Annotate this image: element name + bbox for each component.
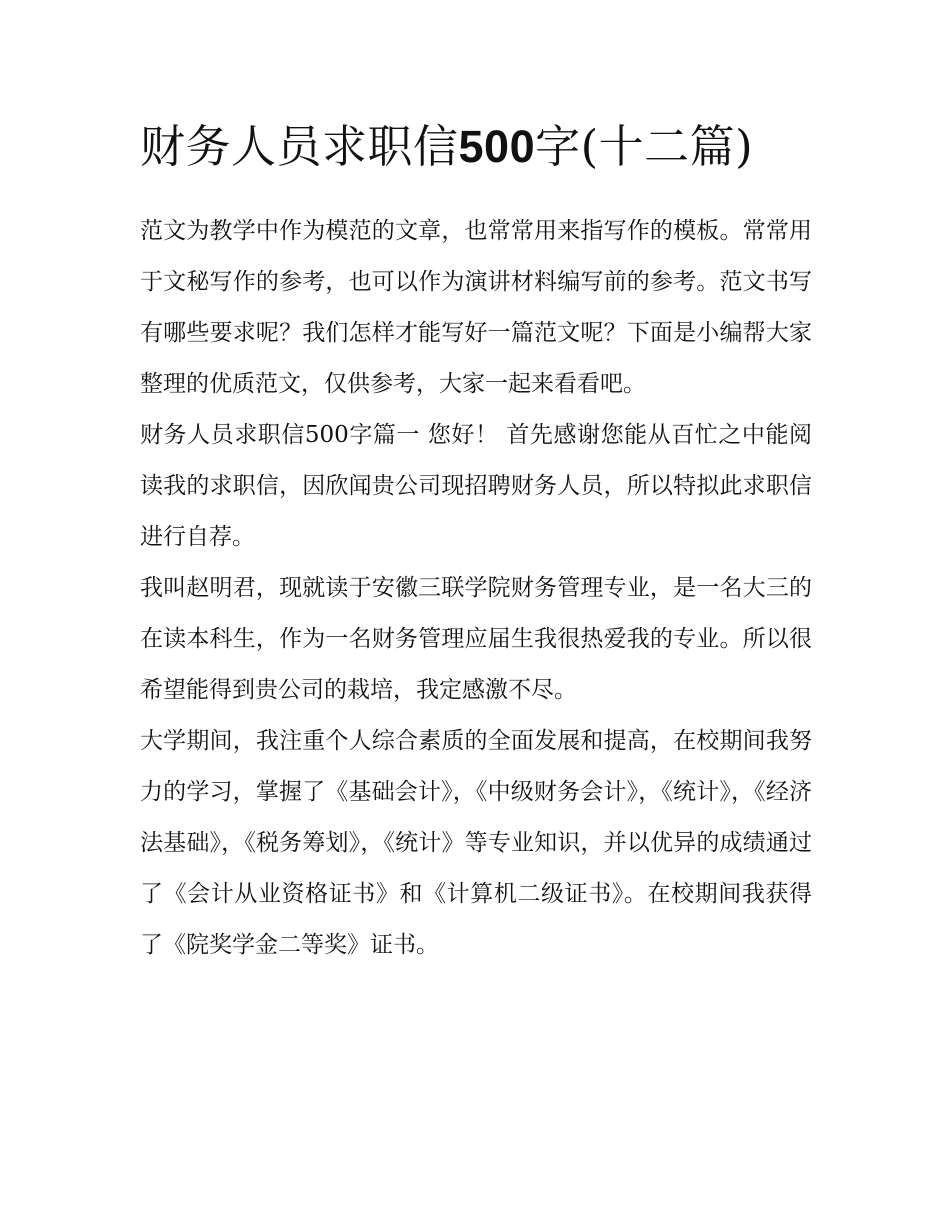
paragraph-greeting: 财务人员求职信500字篇一 您好！ 首先感谢您能从百忙之中能阅读我的求职信，因欣闻贵公司现招聘财务人员，所以特拟此求职信进行自荐。 — [140, 422, 812, 550]
paragraph-intro: 范文为教学中作为模范的文章，也常常用来指写作的模板。常常用于文秘写作的参考，也可以作为演讲材料编写前的参考。范文书写有哪些要求呢？我们怎样才能写好一篇范文呢？下面是小编帮大家整理的优质范文，仅供参考，大家一起来看看吧。 — [140, 218, 812, 397]
paragraph-self-intro: 我叫赵明君，现就读于安徽三联学院财务管理专业，是一名大三的在读本科生，作为一名财务管理应届生我很热爱我的专业。所以很希望能得到贵公司的栽培，我定感激不尽。 — [140, 575, 812, 703]
document-body — [140, 110, 812, 971]
page-title: 财务人员求职信500字(十二篇) — [140, 120, 754, 173]
paragraph-studies: 大学期间，我注重个人综合素质的全面发展和提高，在校期间我努力的学习，掌握了《基础会计》，《中级财务会计》，《统计》，《经济法基础》，《税务筹划》，《统计》等专业知识，并以优异的成绩通过了《会计从业资格证书》和《计算机二级证书》。在校期间我获得了《院奖学金二等奖》证书。 — [140, 728, 812, 958]
